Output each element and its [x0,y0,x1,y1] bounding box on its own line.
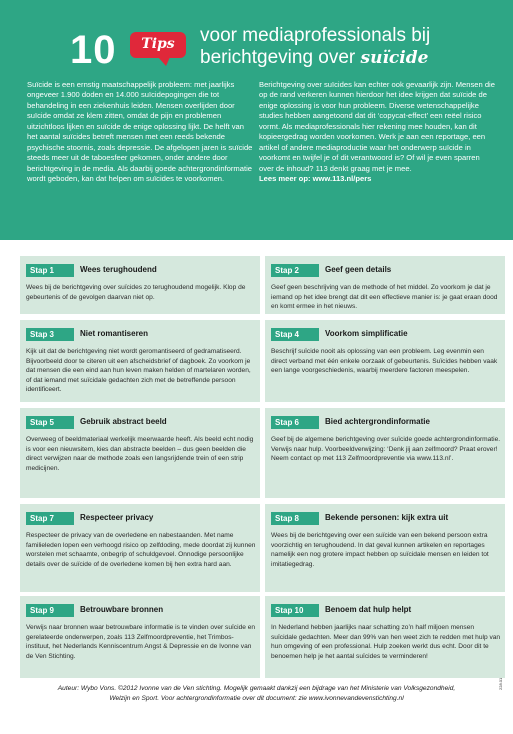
step-title: Respecteer privacy [80,513,154,522]
footer-line-1: Auteur: Wybo Vons. ©2012 Ivonne van de Ven stichting. Mogelijk gemaakt dankzij een bijdrage van het Ministerie van Volksgezondheid, [57,685,456,692]
step-card-3 [20,320,260,402]
step-body: Geef geen beschrijving van de methode of het middel. Zo voorkom je dat je iemand op het idee brengt dat dit een effectieve manier is: je gaat eraan dood en komt ermee in het nieuws. [271,284,498,311]
step-card-8 [265,504,505,592]
step-body: Wees bij de berichtgeving over suïcides zo terughoudend mogelijk. Klop de gebeurtenis of de gevolgen daarvan niet op. [26,284,246,301]
step-badge: Stap 5 [26,416,74,429]
intro-paragraph-left: Suïcide is een ernstig maatschappelijk probleem: met jaarlijks ongeveer 1.900 doden en 14.000 suïcidepogingen die tot behandeling in een ziekenhuis leiden. Mensen overlijden door suïcide omdat ze klem zitten, omdat de pijn en problemen uitzichtloos lijken en suïcide de enige oplossing lijkt. De helft van het aantal suïcides betreft mensen met een reeds bekende psychische stoornis, zoals depressie. De afgelopen jaren is suïcide steeds meer uit de taboesfeer gekomen, onder andere door berichtgeving in de media. Als daarbij goede achtergrondinformatie wordt geboden, kan dat helpen om suïcides te voorkomen. [27,80,253,184]
step-badge: Stap 2 [271,264,319,277]
step-body: In Nederland hebben jaarlijks naar schatting zo’n half miljoen mensen suïcidale gedachten. Meer dan 99% van hen weet zich te redden met hulp van hun omgeving of een professional. Hulp zoeken werkt dus echt. Door dit te benoemen help je het aantal suïcides te verminderen! [271,624,501,660]
step-title: Geef geen details [325,265,392,274]
step-body: Verwijs naar bronnen waar betrouwbare informatie is te vinden over suïcide en gerelateerde onderwerpen, zoals 113 Zelfmoordpreventie, het Trimbos-instituut, het Nederlands Kenniscentrum Angst & Depressie en de Ivonne van de Ven Stichting. [26,624,256,660]
step-card-9 [20,596,260,678]
footer-credits [0,684,513,704]
step-title: Niet romantiseren [80,329,149,338]
title-line-1: voor mediaprofessionals bij [200,25,431,46]
step-body: Wees bij de berichtgeving over een suïcide van een bekend persoon extra voorzichtig en terughoudend. In dat geval kunnen artikelen en reportages namelijk een nog grotere impact hebben op suïcidale mensen en leiden tot imitatiegedrag. [271,532,489,568]
title-line-2-text: berichtgeving over [200,47,361,68]
step-badge: Stap 1 [26,264,74,277]
intro-paragraph-right [259,80,495,185]
lees-meer-link[interactable]: Lees meer op: www.113.nl/pers [259,174,372,184]
step-title: Betrouwbare bronnen [80,605,164,614]
step-card-7 [20,504,260,592]
step-title: Benoem dat hulp helpt [325,605,412,614]
step-badge: Stap 10 [271,604,319,617]
step-card-6 [265,408,505,498]
step-title: Wees terughoudend [80,265,157,274]
step-badge: Stap 4 [271,328,319,341]
step-badge: Stap 7 [26,512,74,525]
step-body: Overweeg of beeldmateriaal werkelijk meerwaarde heeft. Als beeld echt nodig is voor een nieuwsitem, kies dan abstracte beelden – dus geen beelden die direct verwijzen naar de methode zoals een langsrijdende trein of een strip medicijnen. [26,436,254,472]
page-title [70,22,500,70]
step-title: Voorkom simplificatie [325,329,408,338]
title-line-2 [200,47,428,69]
title-script-word: suïcide [360,48,429,68]
step-card-10 [265,596,505,678]
step-title: Bekende personen: kijk extra uit [325,513,449,522]
tips-speech-bubble-icon [130,32,186,58]
step-body: Kijk uit dat de berichtgeving niet wordt geromantiseerd of gedramatiseerd. Bijvoorbeeld door te citeren uit een afscheidsbrief of dagboek. Zo voorkom je dat mensen die een eind aan hun leven maken helden of martelaren worden, of dat iemand met suïcidale gedachten zich met de betreffende persoon identificeert. [26,348,251,394]
step-body: Geef bij de algemene berichtgeving over suïcide goede achtergrondinformatie. Verwijs naar hulp. Voorbeeldverwijzing: ‘Denk jij aan zelfmoord? Praat erover! Neem contact op met 113 Zelfmoordpreventie via www.113.nl’. [271,436,501,463]
tips-count: 10 [70,28,117,72]
intro-paragraph-right-text: Berichtgeving over suïcides kan echter ook gevaarlijk zijn. Mensen die op de rand verkeren kunnen hierdoor het idee krijgen dat suïcide de enige oplossing is voor hun probleem. Diverse wetenschappelijke studies hebben aangetoond dat dit ‘copycat-effect’ een reëel risico vormt. Als mediaprofessionals hier rekening mee houden, kan dit kopieergedrag worden voorkomen. Werk je aan een reportage, een artikel of andere mediaproductie waar het onderwerp suïcide in voorkomt en twijfel je of dit verantwoord is? Of wil je even sparren over de inhoud? 113 denkt graag met je mee. [259,80,495,173]
step-card-4 [265,320,505,402]
step-title: Gebruik abstract beeld [80,417,167,426]
header-banner [0,0,513,240]
document-code: 228.01 [498,677,503,690]
step-badge: Stap 8 [271,512,319,525]
step-body: Respecteer de privacy van de overledene en nabestaanden. Met name familieleden lopen een verhoogd risico op zelfdoding, mede doordat zij kunnen worstelen met schaamte, onbegrip of schuldgevoel. Onnodige persoonlijke details over de suïcide of de overledene komen bij hen extra hard aan. [26,532,256,568]
step-card-2 [265,256,505,314]
tips-label: Tips [141,36,175,52]
footer-line-2: Welzijn en Sport. Voor achtergrondinformatie over dit document: zie www.ivonnevandevenstichting.nl [109,695,404,702]
step-card-5 [20,408,260,498]
step-body: Beschrijf suïcide nooit als oplossing van een probleem. Leg evenmin een direct verband met één enkele oorzaak of gebeurtenis. Suïcides hebben vaak een lange voorgeschiedenis, waarbij meerdere factoren meespelen. [271,348,498,375]
step-badge: Stap 6 [271,416,319,429]
step-badge: Stap 9 [26,604,74,617]
step-badge: Stap 3 [26,328,74,341]
step-title: Bied achtergrondinformatie [325,417,430,426]
step-card-1 [20,256,260,314]
